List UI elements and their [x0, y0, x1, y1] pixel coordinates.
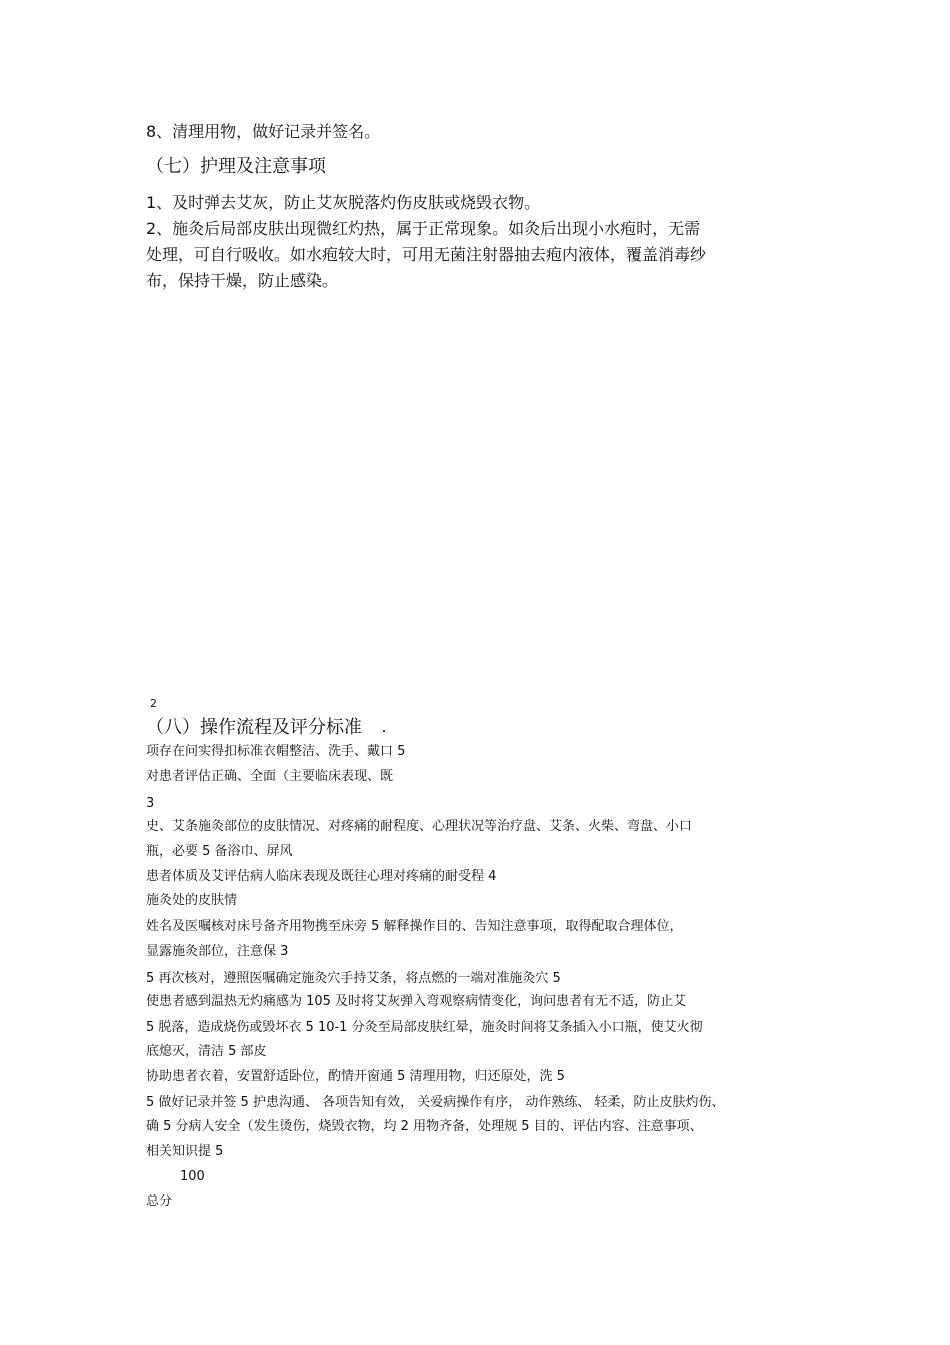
total-score-value: 100	[180, 1169, 205, 1184]
scoring-line: 项存在问实得扣标准衣帽整洁、洗手、戴口 5	[146, 744, 406, 759]
scoring-line: 姓名及医嘱核对床号备齐用物携至床旁 5 解释操作目的、告知注意事项，取得配取合理体位，	[146, 919, 683, 934]
scoring-line: 3	[146, 796, 155, 811]
scoring-line: 显露施灸部位，注意保 3	[146, 944, 289, 959]
scoring-line: 施灸处的皮肤情	[146, 893, 238, 908]
section-heading-scoring: （八）操作流程及评分标准	[146, 717, 362, 738]
scoring-line: 对患者评估正确、全面（主要临床表现、既	[146, 769, 394, 784]
page-number: 2	[150, 697, 157, 710]
note-2-line-1: 2、施灸后局部皮肤出现微红灼热，属于正常现象。如灸后出现小水疱时，无需	[146, 219, 701, 238]
scoring-line: 协助患者衣着，安置舒适卧位，酌情开窗通 5 清理用物，归还原处，洗 5	[146, 1069, 565, 1084]
note-2-line-3: 布，保持干燥，防止感染。	[146, 271, 339, 290]
total-score-label: 总分	[146, 1194, 173, 1209]
scoring-line: 患者体质及艾评估病人临床表现及既往心理对疼痛的耐受程 4	[146, 869, 497, 884]
scoring-line: 瓶，必要 5 备浴巾、屏风	[146, 844, 293, 859]
scoring-line: 相关知识提 5	[146, 1144, 224, 1159]
stray-dot-mark	[383, 730, 385, 732]
scoring-line: 底熄灭，清洁 5 部皮	[146, 1044, 267, 1059]
scoring-line: 史、艾条施灸部位的皮肤情况、对疼痛的耐程度、心理状况等治疗盘、艾条、火柴、弯盘、小口	[146, 819, 693, 834]
scoring-line: 5 再次核对，遵照医嘱确定施灸穴手持艾条，将点燃的一端对准施灸穴 5	[146, 971, 561, 986]
note-1-text: 1、及时弹去艾灰，防止艾灰脱落灼伤皮肤或烧毁衣物。	[146, 193, 541, 212]
note-2-line-2: 处理，可自行吸收。如水疱较大时，可用无菌注射器抽去疱内液体，覆盖消毒纱	[146, 245, 707, 264]
scoring-line: 使患者感到温热无灼痛感为 105 及时将艾灰弹入弯观察病情变化，询问患者有无不适，防止艾	[146, 994, 687, 1009]
section-heading-nursing-notes: （七）护理及注意事项	[146, 156, 326, 177]
scoring-line: 确 5 分病人安全（发生烫伤，烧毁衣物，均 2 用物齐备，处理规 5 目的、评估内容、注意事项、	[146, 1119, 703, 1134]
scoring-line: 5 做好记录并签 5 护患沟通、 各项告知有效， 关爱病操作有序， 动作熟练、 轻柔，防止皮肤灼伤、	[146, 1095, 725, 1110]
scoring-line: 5 脱落，造成烧伤或毁坏衣 5 10-1 分灸至局部皮肤红晕，施灸时间将艾条插入小口瓶，使艾火彻	[146, 1020, 703, 1035]
step-8-text: 8、清理用物，做好记录并签名。	[146, 122, 381, 141]
